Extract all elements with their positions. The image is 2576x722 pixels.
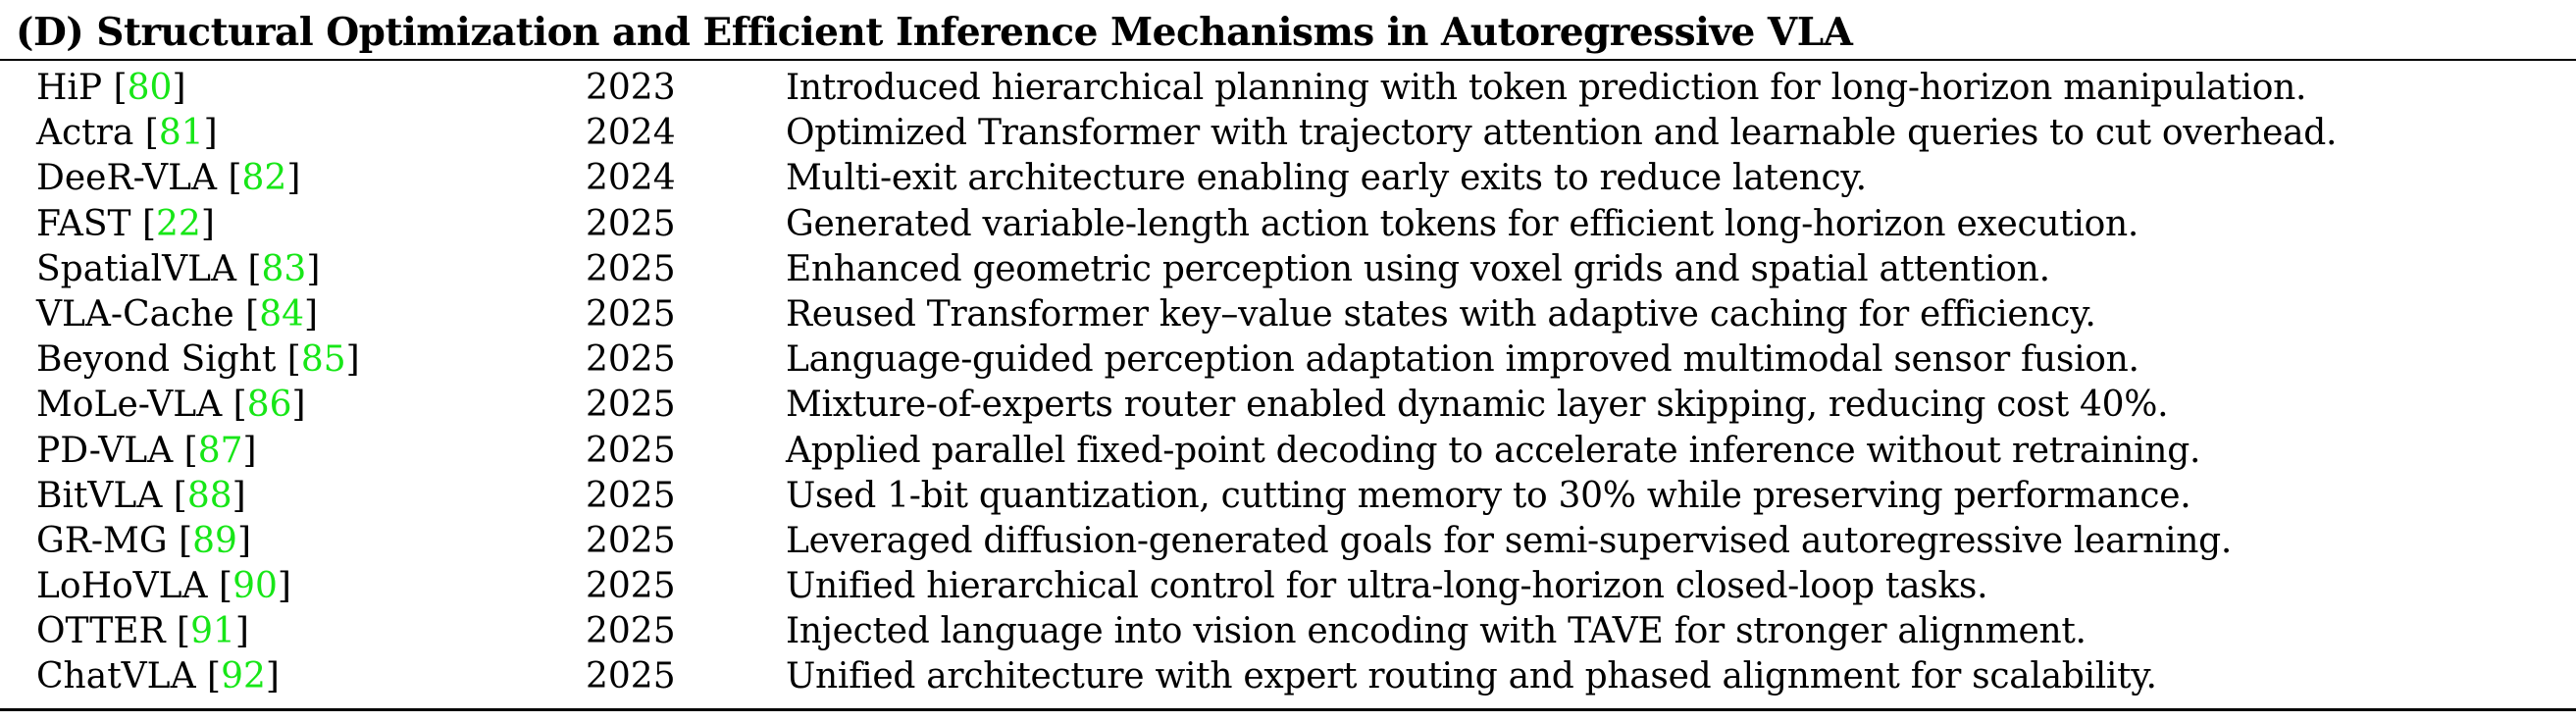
year-cell: 2025: [586, 385, 676, 426]
description-cell: Language-guided perception adaptation improved multimodal sensor fusion.: [786, 339, 2139, 381]
method-name: GR-MG: [36, 520, 168, 561]
method-name: FAST: [36, 203, 131, 244]
table-row: [0, 563, 2576, 608]
citation-bracket-close: ]: [265, 656, 280, 697]
citation-bracket-open: [: [217, 158, 242, 199]
citation-link[interactable]: 91: [190, 611, 235, 652]
method-name: HiP: [36, 68, 103, 108]
citation-bracket-close: ]: [286, 158, 301, 199]
citation-bracket-open: [: [276, 339, 301, 381]
citation-bracket-close: ]: [200, 203, 215, 244]
citation-link[interactable]: 81: [158, 113, 204, 154]
year-cell: 2025: [586, 566, 676, 607]
citation-link[interactable]: 89: [192, 520, 237, 561]
method-name: BitVLA: [36, 475, 163, 516]
description-cell: Leveraged diffusion-generated goals for semi-supervised autoregressive learning.: [786, 520, 2233, 561]
bottom-rule: [0, 708, 2576, 711]
table-row: [0, 473, 2576, 518]
citation-link[interactable]: 80: [127, 68, 173, 108]
table-row: [0, 65, 2576, 110]
citation-link[interactable]: 85: [300, 339, 346, 381]
method-name: OTTER: [36, 611, 166, 652]
description-cell: Unified architecture with expert routing and phased alignment for scalability.: [786, 656, 2157, 697]
method-name: PD-VLA: [36, 430, 174, 471]
citation-bracket-close: ]: [203, 113, 218, 154]
citation-link[interactable]: 90: [232, 566, 278, 607]
table-row: [0, 246, 2576, 291]
citation-bracket-close: ]: [277, 566, 291, 607]
year-cell: 2024: [586, 113, 676, 154]
description-cell: Optimized Transformer with trajectory attention and learnable queries to cut overhead.: [786, 113, 2338, 154]
citation-link[interactable]: 92: [221, 656, 266, 697]
table-body: [0, 65, 2576, 699]
description-cell: Enhanced geometric perception using voxel grids and spatial attention.: [786, 248, 2050, 289]
citation-bracket-close: ]: [242, 430, 257, 471]
citation-bracket-close: ]: [345, 339, 360, 381]
year-cell: 2025: [586, 520, 676, 561]
citation-bracket-open: [: [236, 248, 262, 289]
description-cell: Used 1-bit quantization, cutting memory to 30% while preserving performance.: [786, 475, 2191, 516]
citation-link[interactable]: 83: [261, 248, 307, 289]
method-cell: [36, 522, 251, 561]
top-rule: [0, 59, 2576, 61]
citation-link[interactable]: 82: [241, 158, 287, 199]
method-cell: [36, 567, 291, 606]
citation-link[interactable]: 87: [197, 430, 243, 471]
citation-bracket-close: ]: [236, 520, 252, 561]
year-cell: 2024: [586, 158, 676, 199]
citation-bracket-close: ]: [304, 293, 319, 335]
year-cell: 2025: [586, 203, 676, 244]
method-cell: [36, 477, 246, 516]
citation-link[interactable]: 22: [156, 203, 201, 244]
table-row: [0, 201, 2576, 246]
year-cell: 2025: [586, 293, 676, 335]
method-cell: [36, 386, 306, 425]
description-cell: Mixture-of-experts router enabled dynamic layer skipping, reducing cost 40%.: [786, 385, 2169, 426]
citation-bracket-open: [: [222, 385, 247, 426]
description-cell: Generated variable-length action tokens for efficient long-horizon execution.: [786, 203, 2138, 244]
year-cell: 2025: [586, 248, 676, 289]
method-cell: [36, 205, 215, 244]
citation-link[interactable]: 88: [186, 475, 232, 516]
description-cell: Applied parallel fixed-point decoding to accelerate inference without retraining.: [786, 430, 2201, 471]
method-cell: [36, 295, 318, 335]
citation-bracket-open: [: [207, 566, 233, 607]
table-row: [0, 110, 2576, 155]
method-cell: [36, 340, 360, 380]
table-row: [0, 382, 2576, 427]
section-title: (D) Structural Optimization and Efficient Inference Mechanisms in Autoregressive VLA: [16, 10, 1853, 55]
method-name: Beyond Sight: [36, 339, 277, 381]
citation-bracket-close: ]: [234, 611, 249, 652]
citation-bracket-open: [: [195, 656, 222, 697]
description-cell: Reused Transformer key–value states with adaptive caching for efficiency.: [786, 293, 2096, 335]
year-cell: 2025: [586, 475, 676, 516]
table-row: [0, 608, 2576, 653]
method-name: LoHoVLA: [36, 566, 208, 607]
citation-bracket-open: [: [167, 520, 193, 561]
citation-bracket-open: [: [102, 68, 128, 108]
method-cell: [36, 432, 257, 471]
method-cell: [36, 159, 300, 198]
citation-bracket-close: ]: [232, 475, 246, 516]
description-cell: Injected language into vision encoding with TAVE for stronger alignment.: [786, 611, 2087, 652]
year-cell: 2025: [586, 430, 676, 471]
table-row: [0, 518, 2576, 563]
method-cell: [36, 114, 218, 153]
citation-link[interactable]: 84: [259, 293, 305, 335]
method-name: ChatVLA: [36, 656, 196, 697]
year-cell: 2025: [586, 656, 676, 697]
citation-link[interactable]: 86: [246, 385, 292, 426]
method-name: Actra: [36, 113, 134, 154]
description-cell: Introduced hierarchical planning with token prediction for long-horizon manipulation.: [786, 68, 2307, 108]
year-cell: 2025: [586, 339, 676, 381]
citation-bracket-close: ]: [306, 248, 321, 289]
method-cell: [36, 250, 320, 289]
citation-bracket-open: [: [130, 203, 157, 244]
method-name: VLA-Cache: [36, 293, 234, 335]
method-cell: [36, 69, 186, 108]
method-cell: [36, 657, 280, 696]
table-row: [0, 155, 2576, 200]
table-row: [0, 653, 2576, 698]
citation-bracket-open: [: [162, 475, 187, 516]
description-cell: Unified hierarchical control for ultra-long-horizon closed-loop tasks.: [786, 566, 1988, 607]
citation-bracket-close: ]: [291, 385, 306, 426]
citation-bracket-open: [: [233, 293, 260, 335]
table-row: [0, 336, 2576, 382]
citation-bracket-open: [: [173, 430, 198, 471]
year-cell: 2025: [586, 611, 676, 652]
method-cell: [36, 612, 249, 651]
method-name: MoLe-VLA: [36, 385, 223, 426]
method-name: SpatialVLA: [36, 248, 237, 289]
description-cell: Multi-exit architecture enabling early exits to reduce latency.: [786, 158, 1867, 199]
citation-bracket-open: [: [133, 113, 159, 154]
year-cell: 2023: [586, 68, 676, 108]
table-row: [0, 291, 2576, 336]
method-name: DeeR-VLA: [36, 158, 218, 199]
citation-bracket-close: ]: [172, 68, 186, 108]
table-row: [0, 428, 2576, 473]
citation-bracket-open: [: [165, 611, 191, 652]
